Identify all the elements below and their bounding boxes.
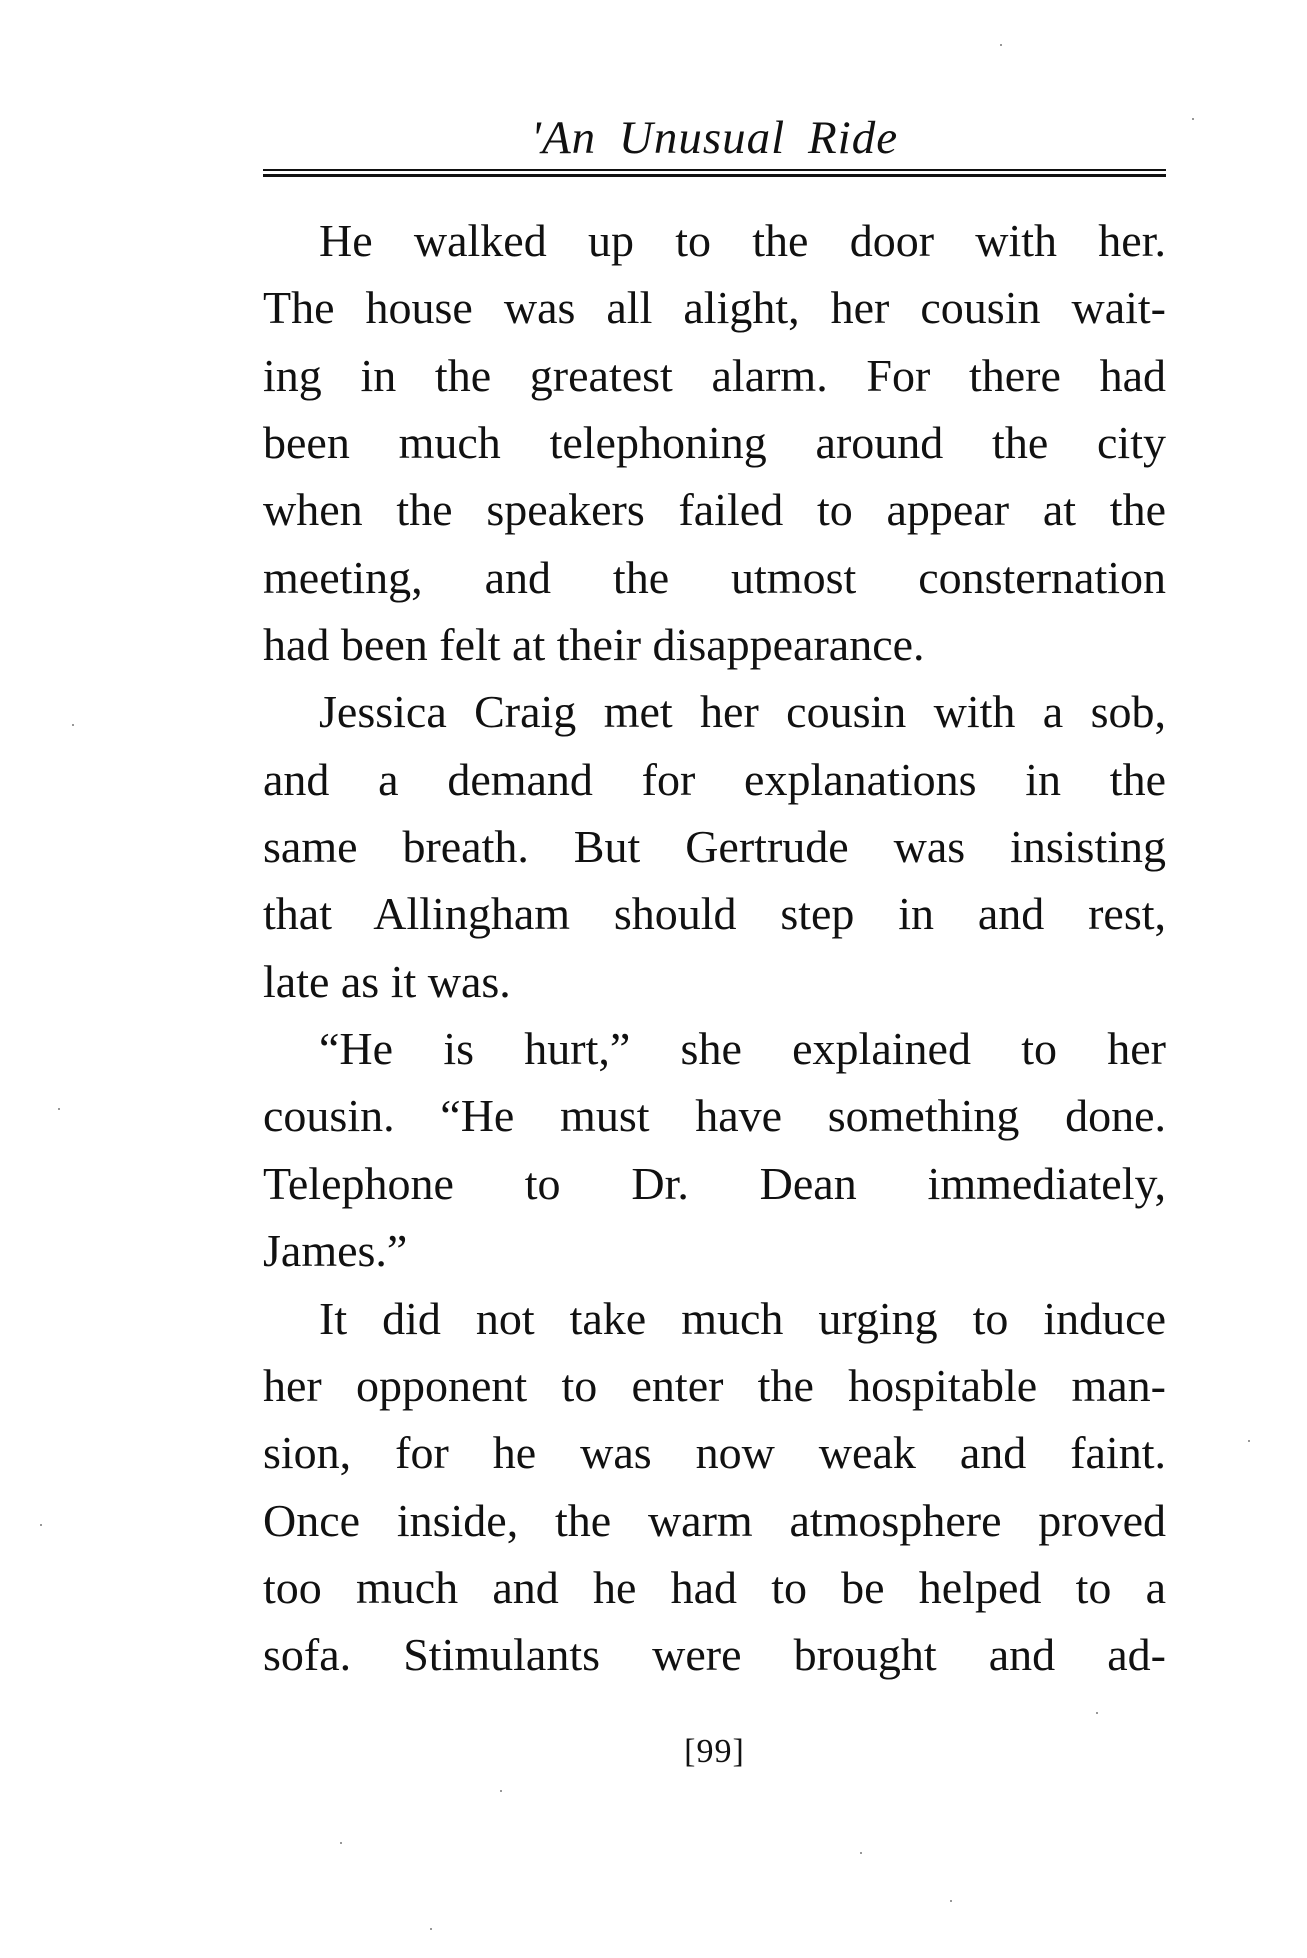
text-line: Telephone to Dr. Dean immediately,: [263, 1157, 1166, 1209]
paper-speck: [340, 1842, 342, 1844]
text-line: had been felt at their disappearance.: [263, 619, 925, 671]
text-line: been much telephoning around the city: [263, 417, 1166, 469]
text-line: It did not take much urging to induce: [319, 1292, 1166, 1344]
text-line: ing in the greatest alarm. For there had: [263, 349, 1166, 401]
paper-speck: [430, 1928, 432, 1930]
paper-speck: [1096, 1712, 1098, 1714]
text-line: that Allingham should step in and rest,: [263, 888, 1166, 940]
paper-speck: [1192, 118, 1194, 120]
text-line: too much and he had to be helped to a: [263, 1561, 1166, 1613]
text-line: Jessica Craig met her cousin with a sob,: [319, 686, 1166, 738]
text-line: He walked up to the door with her.: [319, 215, 1166, 266]
text-line: meeting, and the utmost consternation: [263, 551, 1166, 603]
paper-speck: [58, 1108, 60, 1110]
text-line: same breath. But Gertrude was insisting: [263, 821, 1166, 873]
text-line: sion, for he was now weak and faint.: [263, 1427, 1166, 1479]
text-line: and a demand for explanations in the: [263, 753, 1166, 805]
header-rule-thick: [263, 174, 1166, 177]
text-line: James.”: [263, 1225, 408, 1277]
text-line: “He is hurt,” she explained to her: [319, 1023, 1166, 1075]
text-line: cousin. “He must have something done.: [263, 1090, 1166, 1142]
text-line: late as it was.: [263, 955, 511, 1007]
paper-speck: [1000, 44, 1002, 46]
text-line: her opponent to enter the hospitable man-: [263, 1359, 1166, 1411]
text-line: when the speakers failed to appear at the: [263, 484, 1166, 536]
text-line: The house was all alight, her cousin wait-: [263, 282, 1166, 334]
paper-speck: [500, 1790, 502, 1792]
running-head-title: 'An Unusual Ride: [530, 112, 899, 164]
header-rule-thin: [263, 169, 1166, 171]
running-head: [263, 112, 1166, 174]
paper-speck: [40, 1524, 42, 1526]
page-number: [99]: [684, 1733, 745, 1770]
paper-speck: [1248, 1440, 1250, 1442]
text-line: Once inside, the warm atmosphere proved: [263, 1494, 1166, 1546]
paper-speck: [860, 1852, 862, 1854]
text-line: sofa. Stimulants were brought and ad-: [263, 1629, 1166, 1681]
paper-speck: [950, 1900, 952, 1902]
body-text: [263, 207, 1166, 1689]
paper-speck: [72, 724, 74, 726]
